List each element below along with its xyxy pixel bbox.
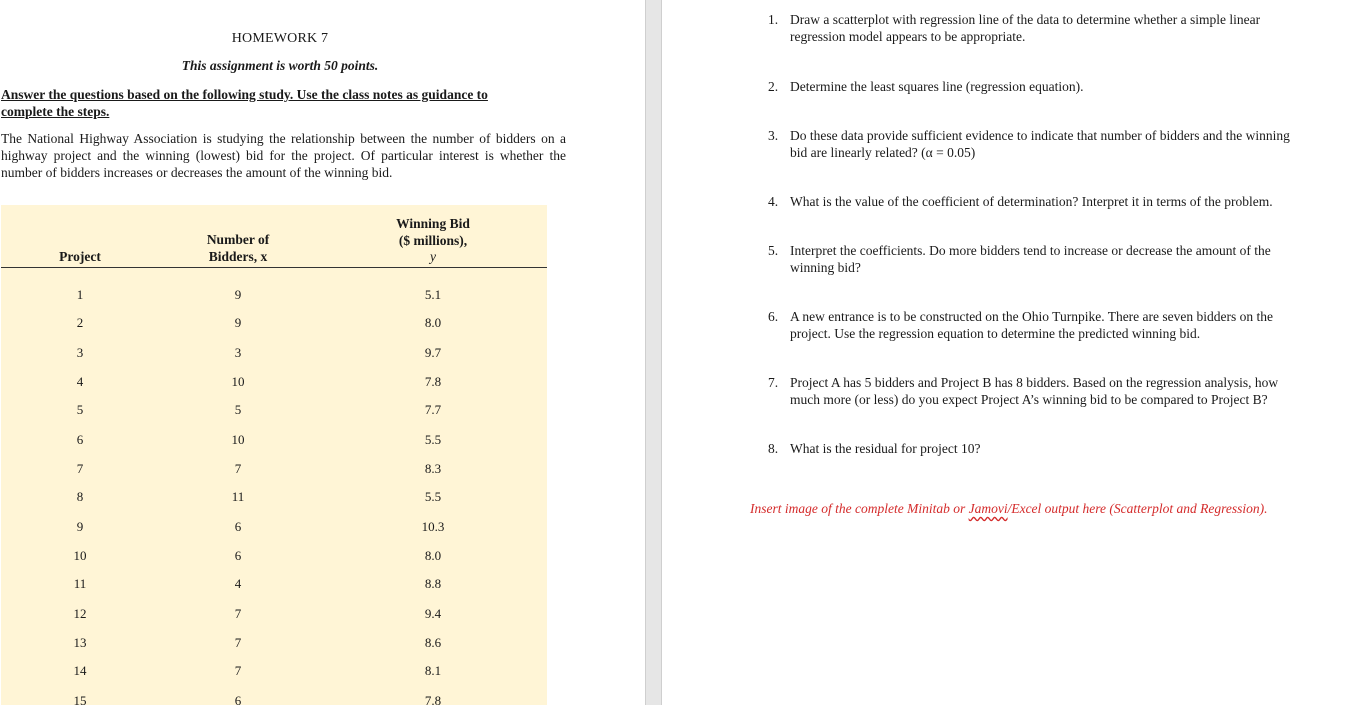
homework-title: HOMEWORK 7 <box>231 31 329 46</box>
document-page-left <box>0 0 645 705</box>
header-bidders-line2: Bidders, x <box>208 248 268 264</box>
cell-project: 8 <box>76 489 84 504</box>
cell-bidders: 6 <box>234 519 242 534</box>
cell-bidders: 10 <box>231 374 245 389</box>
cell-project: 7 <box>76 461 84 476</box>
cell-winning-bid: 7.7 <box>424 402 442 417</box>
question-text: Do these data provide sufficient evidence to indicate that number of bidders and the winning bid are linearly related? (α = 0.05) <box>790 128 1290 160</box>
study-intro-paragraph: The National Highway Association is studying the relationship between the number of bidders on a highway project and the winning (lowest) bid for the project. Of particular interest is whether the number of bidders increases or decreases the amount of the winning bid. <box>1 131 566 180</box>
question-number: 8. <box>768 441 779 456</box>
instructions-text: Answer the questions based on the following study. Use the class notes as guidance to complete the steps. <box>1 87 488 119</box>
cell-winning-bid: 8.8 <box>424 576 442 591</box>
data-table <box>1 205 547 705</box>
cell-project: 10 <box>73 548 87 563</box>
cell-winning-bid: 5.5 <box>424 432 442 447</box>
document-page-right <box>662 0 1363 705</box>
question-number: 4. <box>768 194 779 209</box>
cell-bidders: 4 <box>234 576 242 591</box>
header-bidders <box>178 232 298 265</box>
cell-winning-bid: 5.5 <box>424 489 442 504</box>
cell-winning-bid: 9.7 <box>424 345 442 360</box>
cell-winning-bid: 8.3 <box>424 461 442 476</box>
cell-project: 12 <box>73 606 87 621</box>
cell-project: 5 <box>76 402 84 417</box>
page-gutter <box>645 0 662 705</box>
points-subtitle: This assignment is worth 50 points. <box>181 58 379 73</box>
cell-bidders: 11 <box>231 489 245 504</box>
insert-note-spellcheck-word: Jamovi <box>968 501 1008 516</box>
cell-bidders: 6 <box>234 548 242 563</box>
cell-project: 9 <box>76 519 84 534</box>
question-text: What is the value of the coefficient of determination? Interpret it in terms of the problem. <box>790 194 1273 209</box>
question-number: 6. <box>768 309 779 324</box>
cell-bidders: 9 <box>234 315 242 330</box>
cell-bidders: 10 <box>231 432 245 447</box>
cell-project: 13 <box>73 635 87 650</box>
header-project: Project <box>59 249 101 264</box>
cell-project: 1 <box>76 287 84 302</box>
cell-bidders: 7 <box>234 635 242 650</box>
question-number: 3. <box>768 128 779 143</box>
question-number: 5. <box>768 243 779 258</box>
cell-bidders: 7 <box>234 663 242 678</box>
header-bidders-line1: Number of <box>206 232 270 247</box>
cell-winning-bid: 9.4 <box>424 606 442 621</box>
cell-winning-bid: 7.8 <box>424 693 442 705</box>
cell-bidders: 6 <box>234 693 242 705</box>
cell-project: 11 <box>73 576 87 591</box>
header-bid-line3: y <box>430 249 436 264</box>
cell-project: 6 <box>76 432 84 447</box>
cell-bidders: 3 <box>234 345 242 360</box>
header-bid-line2: ($ millions), <box>398 232 468 248</box>
question-text: Project A has 5 bidders and Project B has 8 bidders. Based on the regression analysis, how much more (or less) do you expect Project A’s winning bid to be compared to Project B? <box>790 375 1279 407</box>
insert-note-before: Insert image of the complete Minitab or <box>750 501 969 516</box>
cell-winning-bid: 5.1 <box>424 287 442 302</box>
header-rule <box>1 267 547 268</box>
cell-bidders: 7 <box>234 606 242 621</box>
insert-note-after: /Excel output here (Scatterplot and Regression). <box>1007 501 1268 516</box>
cell-winning-bid: 8.0 <box>424 315 442 330</box>
cell-winning-bid: 8.0 <box>424 548 442 563</box>
header-winning-bid <box>373 216 493 266</box>
header-bid-line1: Winning Bid <box>396 216 470 231</box>
cell-winning-bid: 7.8 <box>424 374 442 389</box>
question-text: A new entrance is to be constructed on the Ohio Turnpike. There are seven bidders on the project. Use the regression equation to determine the predicted winning bid. <box>790 309 1274 341</box>
cell-bidders: 9 <box>234 287 242 302</box>
question-number: 7. <box>768 375 779 390</box>
cell-bidders: 7 <box>234 461 242 476</box>
cell-project: 3 <box>76 345 84 360</box>
question-text: Draw a scatterplot with regression line of the data to determine whether a simple linear regression model appears to be appropriate. <box>790 12 1261 44</box>
question-text: Determine the least squares line (regression equation). <box>790 79 1084 94</box>
cell-project: 2 <box>76 315 84 330</box>
question-number: 2. <box>768 79 779 94</box>
cell-project: 15 <box>73 693 87 705</box>
cell-winning-bid: 8.1 <box>424 663 442 678</box>
cell-project: 14 <box>73 663 87 678</box>
question-text: What is the residual for project 10? <box>790 441 981 456</box>
question-number: 1. <box>768 12 779 27</box>
cell-project: 4 <box>76 374 84 389</box>
insert-output-note <box>750 501 1310 517</box>
question-text: Interpret the coefficients. Do more bidders tend to increase or decrease the amount of the winning bid? <box>790 243 1271 275</box>
cell-winning-bid: 10.3 <box>421 519 445 534</box>
cell-winning-bid: 8.6 <box>424 635 442 650</box>
cell-bidders: 5 <box>234 402 242 417</box>
